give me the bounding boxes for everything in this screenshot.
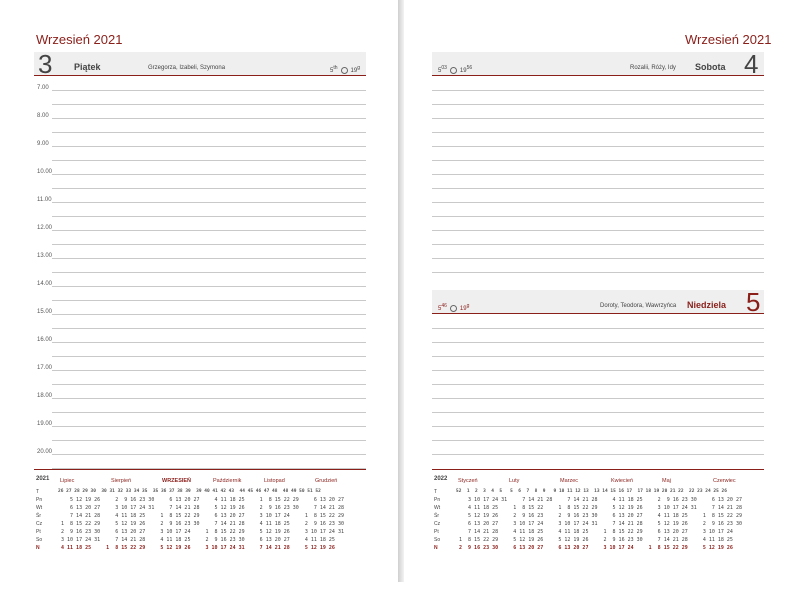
calendar-row: 5 12 19 26 2 9 16 23 2 9 16 23 30 6 13 20 27 4 11 18 25 1 8 15 22 29 <box>456 513 742 519</box>
calendar-month-name: WRZESIEŃ <box>162 478 192 484</box>
ruled-line <box>52 384 366 385</box>
ruled-line <box>432 174 764 175</box>
weekday-column <box>36 488 42 552</box>
calendar-month-name: Maj <box>662 478 671 484</box>
left-page <box>0 0 398 582</box>
calendar-row: 4 11 18 25 1 8 15 22 1 8 15 22 29 5 12 19 26 3 10 17 24 31 7 14 21 28 <box>456 505 742 511</box>
calendar-grid <box>58 496 344 552</box>
weekday-label: Cz <box>434 521 441 527</box>
weekday-column <box>434 488 440 552</box>
ruled-line <box>432 132 764 133</box>
weekday-label: Pn <box>434 497 441 503</box>
hour-label: 19.00 <box>37 421 53 427</box>
day-header-saturday <box>432 49 764 79</box>
day-number: 3 <box>38 49 53 79</box>
hour-label: 7.00 <box>37 85 49 91</box>
ruled-line <box>52 426 366 427</box>
hour-label: 10.00 <box>37 169 53 175</box>
ruled-line <box>52 286 366 287</box>
ruled-line <box>432 412 764 413</box>
calendar-row: 6 13 20 27 3 10 17 24 31 7 14 21 28 5 12 19 26 2 9 16 23 30 7 14 21 28 <box>58 505 344 511</box>
calendar-rule <box>432 469 764 470</box>
hour-label: 20.00 <box>37 449 53 455</box>
weekday-label: N <box>434 545 438 551</box>
ruled-line <box>52 90 366 91</box>
weekday-label: Wt <box>36 505 43 511</box>
month-title: Wrzesień 2021 <box>685 32 772 47</box>
hour-label: 14.00 <box>37 281 53 287</box>
ruled-line <box>52 230 366 231</box>
ruled-line <box>52 160 366 161</box>
ruled-line <box>432 454 764 455</box>
calendar-month-name: Luty <box>509 478 520 484</box>
moon-phase: $5^{46}$ 19$^g$ <box>438 303 470 312</box>
week-numbers: 52 1 2 3 4 5 5 6 7 8 9 9 10 11 12 13 13 14 15 16 17 17 18 19 20 21 22 22 23 24 25 26 <box>456 489 727 494</box>
ruled-line <box>52 300 366 301</box>
day-number: 4 <box>744 49 759 79</box>
calendar-row: 6 13 20 27 3 10 17 24 3 10 17 24 31 7 14 21 28 5 12 19 26 2 9 16 23 30 <box>456 521 742 527</box>
calendar-year: 2021 <box>36 476 50 482</box>
ruled-line <box>52 314 366 315</box>
calendar-grid <box>456 496 742 552</box>
ruled-line <box>432 118 764 119</box>
hour-label: 8.00 <box>37 113 49 119</box>
ruled-line <box>432 356 764 357</box>
ruled-line <box>52 132 366 133</box>
ruled-line <box>432 370 764 371</box>
calendar-row: 2 9 16 23 30 6 13 20 27 3 10 17 24 1 8 15 22 29 5 12 19 26 3 10 17 24 31 <box>58 529 344 535</box>
ruled-line <box>52 104 366 105</box>
ruled-line <box>432 230 764 231</box>
week-numbers: 26 27 28 29 30 30 31 32 33 34 35 35 36 37 38 39 39 40 41 42 43 44 45 46 47 48 48 49 50 51 52 <box>58 489 321 494</box>
day-name: Niedziela <box>687 300 727 310</box>
hour-label: 12.00 <box>37 225 53 231</box>
ruled-line <box>432 104 764 105</box>
ruled-line <box>52 412 366 413</box>
weekday-label: So <box>434 537 441 543</box>
hour-label: 11.00 <box>37 197 52 203</box>
ruled-line <box>52 146 366 147</box>
hour-label: 16.00 <box>37 337 53 343</box>
weekday-label: Śr <box>434 513 439 519</box>
ruled-line <box>432 426 764 427</box>
ruled-line <box>52 356 366 357</box>
weekday-label: Śr <box>36 513 41 519</box>
calendar-year: 2022 <box>434 476 448 482</box>
calendar-row: 5 12 19 26 2 9 16 23 30 6 13 20 27 4 11 18 25 1 8 15 22 29 6 13 20 27 <box>58 497 344 503</box>
ruled-line <box>432 202 764 203</box>
ruled-line <box>52 216 366 217</box>
ruled-line <box>52 174 366 175</box>
ruled-line <box>432 398 764 399</box>
ruled-line <box>432 440 764 441</box>
ruled-line <box>52 202 366 203</box>
calendar-row: 3 10 17 24 31 7 14 21 28 7 14 21 28 4 11 18 25 2 9 16 23 30 6 13 20 27 <box>456 497 742 503</box>
calendar-month-name: Grudzień <box>315 478 338 484</box>
ruled-line <box>52 272 366 273</box>
calendar-row: 7 14 21 28 4 11 18 25 4 11 18 25 1 8 15 22 29 6 13 20 27 3 10 17 24 <box>456 529 733 535</box>
name-day-list: Doroty, Teodora, Wawrzyńca <box>600 303 677 309</box>
hour-label: 17.00 <box>37 365 53 371</box>
calendar-month-name: Lipiec <box>60 478 75 484</box>
ruled-line <box>432 188 764 189</box>
weekday-label: T <box>434 489 438 495</box>
calendar-month-name: Sierpień <box>111 478 132 484</box>
ruled-line <box>432 272 764 273</box>
ruled-line <box>52 440 366 441</box>
ruled-line <box>432 328 764 329</box>
right-page <box>404 0 803 582</box>
day-number: 5 <box>746 287 761 317</box>
ruled-line <box>52 188 366 189</box>
weekday-label: Wt <box>434 505 441 511</box>
hour-label: 13.00 <box>37 253 53 259</box>
day-name: Piątek <box>74 62 101 72</box>
weekday-label: Pt <box>434 529 439 535</box>
weekday-label: Pt <box>36 529 41 535</box>
calendar-row: 1 8 15 22 29 5 12 19 26 5 12 19 26 2 9 16 23 30 7 14 21 28 4 11 18 25 <box>456 537 733 543</box>
hour-label: 18.00 <box>37 393 53 399</box>
calendar-rule <box>34 469 366 470</box>
month-title: Wrzesień 2021 <box>36 32 123 47</box>
calendar-row: 3 10 17 24 31 7 14 21 28 4 11 18 25 2 9 16 23 30 6 13 20 27 4 11 18 25 <box>58 537 335 543</box>
hour-label: 9.00 <box>37 141 49 147</box>
weekday-label: T <box>36 489 40 495</box>
moon-phase: $5^{03}$ $19^{56}$ <box>438 65 473 74</box>
calendar-month-name: Listopad <box>264 478 285 484</box>
ruled-line <box>52 118 366 119</box>
calendar-row: 4 11 18 25 1 8 15 22 29 5 12 19 26 3 10 17 24 31 7 14 21 28 5 12 19 26 <box>58 545 335 551</box>
day-header-sunday <box>432 287 764 317</box>
calendar-row: 7 14 21 28 4 11 18 25 1 8 15 22 29 6 13 20 27 3 10 17 24 1 8 15 22 29 <box>58 513 344 519</box>
name-day-list: Grzegorza, Izabeli, Szymona <box>148 65 226 71</box>
moon-icon <box>450 305 457 312</box>
calendar-month-name: Marzec <box>560 478 579 484</box>
ruled-line <box>432 258 764 259</box>
ruled-line <box>432 90 764 91</box>
calendar-row: 1 8 15 22 29 5 12 19 26 2 9 16 23 30 7 14 21 28 4 11 18 25 2 9 16 23 30 <box>58 521 344 527</box>
calendar-month-name: Październik <box>213 478 242 484</box>
hour-label: 15.00 <box>37 309 53 315</box>
ruled-line <box>432 146 764 147</box>
ruled-line <box>52 454 366 455</box>
calendar-month-name: Styczeń <box>458 478 478 484</box>
moon-icon <box>450 67 457 74</box>
ruled-line <box>52 244 366 245</box>
calendar-month-name: Czerwiec <box>713 478 736 484</box>
ruled-line <box>432 216 764 217</box>
ruled-line <box>432 160 764 161</box>
day-name: Sobota <box>695 62 726 72</box>
day-header-friday <box>34 49 366 79</box>
weekday-label: N <box>36 545 40 551</box>
calendar-month-name: Kwiecień <box>611 478 634 484</box>
weekday-label: Cz <box>36 521 43 527</box>
ruled-line <box>432 342 764 343</box>
moon-phase: 5th 19$^g$ <box>330 65 360 74</box>
ruled-line <box>432 384 764 385</box>
ruled-line <box>52 258 366 259</box>
weekday-label: Pn <box>36 497 43 503</box>
name-day-list: Rozalii, Róży, Idy <box>630 65 676 71</box>
calendar-row: 2 9 16 23 30 6 13 20 27 6 13 20 27 3 10 17 24 1 8 15 22 29 5 12 19 26 <box>456 545 733 551</box>
ruled-line <box>432 244 764 245</box>
ruled-line <box>52 398 366 399</box>
ruled-line <box>52 370 366 371</box>
ruled-line <box>52 328 366 329</box>
ruled-line <box>52 342 366 343</box>
weekday-label: So <box>36 537 43 543</box>
moon-icon <box>341 67 348 74</box>
